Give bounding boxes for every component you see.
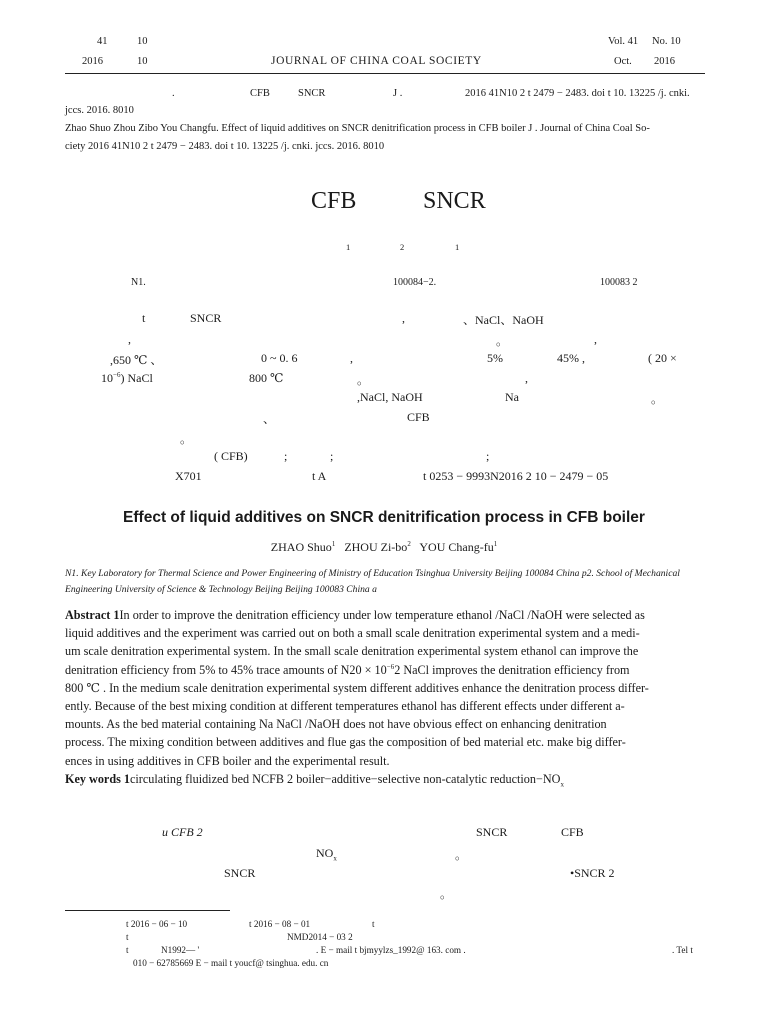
intro-frag: 。 (455, 848, 468, 862)
authors-en: ZHAO Shuo$^1$ ZHOU $Zi-bo^2$ YOU Chang-$fu^1$ (270, 540, 498, 554)
author-cn-sup-1: 1 (346, 242, 351, 252)
abstract-cn-frag: SNCR (190, 311, 222, 325)
classification-number: X701 (175, 469, 202, 483)
intro-frag: 。 (440, 887, 453, 901)
affiliation-line: Engineering University of Science & Technology Beijing Beijing 100083 China a (65, 584, 377, 595)
header-month-cn: 10 (137, 56, 148, 67)
affil-cn-n1: N1. (131, 277, 146, 288)
intro-frag: CFB (561, 825, 584, 839)
abstract-cn-frag: 。 (651, 392, 664, 406)
abstract-cn-frag: 。 (180, 432, 193, 446)
citation-cn-ref: 2016 41N10 2 t 2479 − 2483. doi t 10. 13225 /j. cnki. (465, 88, 690, 99)
abstract-cn-frag: ,NaCl, NaOH (357, 390, 423, 404)
keywords-label: Key words 1 (65, 771, 130, 786)
title-en: Effect of liquid additives on SNCR denitrification process in CFB boiler (123, 509, 645, 526)
title-cn-cfb: CFB (311, 188, 357, 214)
footnote-fund: NMD2014 − 03 2 (287, 932, 353, 942)
footnote-rule (65, 910, 230, 911)
author-cn-sup-2: 2 (400, 242, 405, 252)
abstract-cn-frag: Na (505, 390, 519, 404)
keywords-cn-frag: ; (486, 449, 490, 463)
footnote-frag: t (126, 932, 129, 942)
header-month-en: Oct. (614, 56, 632, 67)
abstract-cn-frag: ( 20 × (648, 351, 677, 365)
author-cn-sup-3: 1 (455, 242, 460, 252)
citation-cn-j: J . (393, 88, 403, 99)
abstract-cn-frag: , (594, 332, 597, 346)
intro-frag: •SNCR 2 (570, 866, 615, 880)
keywords-cn-frag: ; (284, 449, 288, 463)
abstract-cn-frag: 800 ℃ (249, 371, 284, 385)
affiliation-en (65, 566, 705, 598)
header-volume-en: Vol. 41 (608, 36, 639, 47)
footnote-frag: t (372, 919, 375, 929)
affil-cn-post2: 100083 2 (600, 277, 638, 288)
intro-frag: SNCR (224, 866, 256, 880)
abstract-label: Abstract 1 (65, 608, 120, 622)
footnote-frag: t (126, 945, 129, 955)
citation-cn-cfb: CFB (250, 88, 270, 99)
intro-frag: u CFB 2 (162, 825, 203, 839)
header-year-en: 2016 (654, 56, 675, 67)
author-name: YOU Chang-fu (419, 540, 494, 554)
footnote-received: t 2016 − 06 − 10 (126, 919, 188, 929)
citation-cn-dot: . (172, 88, 175, 99)
footnote-tel-label: . Tel t (672, 945, 693, 955)
citation-en-line2: ciety 2016 41N10 2 t 2479 − 2483. doi t 10. 13225 /j. cnki. jccs. 2016. 8010 (65, 141, 385, 152)
citation-en-line1: Zhao Shuo Zhou Zibo You Changfu. Effect of liquid additives on SNCR denitrification process in CFB boiler J . Journal of China Coal So- (65, 123, 650, 134)
footnote-contact: 010 − 62785669 E − mail t youcf@ tsinghua. edu. cn (133, 958, 329, 968)
keywords-cn-frag: ; (330, 449, 334, 463)
keywords-cn-frag: ( CFB) (214, 449, 248, 463)
intro-frag: $NO_x$ (316, 846, 337, 863)
title-cn-sncr: SNCR (423, 188, 486, 214)
affiliation-line: N1. Key Laboratory for Thermal Science and Power Engineering of Ministry of Education Tsinghua University Beijing 100084 China p2. School of Mechanical (65, 568, 680, 579)
footnote-author: N1992— ' (161, 945, 200, 955)
intro-frag: SNCR (476, 825, 508, 839)
abstract-cn-frag: ,650 ℃ 、 (110, 353, 163, 367)
header-issue-cn: 10 (137, 36, 148, 47)
abstract-cn-frag: 45% , (557, 351, 585, 365)
abstract-cn-frag: , (128, 332, 131, 346)
abstract-cn-frag: $10^{-6}$) NaCl (101, 371, 153, 385)
abstract-cn-frag: 、NaCl、NaOH (463, 313, 544, 327)
abstract-cn-frag: t (142, 311, 146, 325)
abstract-cn-frag: 5% (487, 351, 503, 365)
document-code: t A (312, 469, 327, 483)
author-name: ZHOU Zi-bo (344, 540, 408, 554)
abstract-cn-frag: CFB (407, 410, 430, 424)
abstract-cn-frag: 。 (496, 334, 509, 348)
author-name: ZHAO Shuo (270, 540, 332, 554)
abstract-cn-frag: , (350, 351, 353, 365)
abstract-cn-frag: , (525, 371, 528, 385)
header-rule (65, 73, 705, 74)
abstract-en: Abstract 1In order to improve the denitration efficiency under low temperature ethanol /NaCl /NaOH were selected as liquid additives and the experiment was carried out on both a small scale denitration experimental system and a medi- um scale denitration experimental system. In the small scale denitration experimental system ethanol can improve the denitration efficiency from 5% to 45% trace amounts of $N20 \times 10^{-6}2$ NaCl improves the denitration efficiency from 800 ℃ . In the medium scale denitration experimental system different additives enhance the denitration process differ- ently. Because of the best mixing condition at different temperatures ethanol has different effects under different a- mounts. As the bed material containing Na NaCl /NaOH does not have obvious effect on enhancing denitration process. The mixing condition between additives and flue gas the composition of bed material etc. make big differ- ences in using additives in CFB boiler and the experimental result. Key words 1circulating fluidized bed NCFB 2 boiler−additive−selective non-catalytic $reduction-NO_x$ (65, 606, 705, 788)
abstract-cn-frag: 、 (263, 412, 276, 426)
affil-cn-post1: 100084−2. (393, 277, 437, 288)
footnote-revised: t 2016 − 08 − 01 (249, 919, 311, 929)
article-id: t 0253 − 9993N2016 2 10 − 2479 − 05 (423, 469, 609, 483)
citation-cn-sncr: SNCR (298, 88, 326, 99)
journal-name: JOURNAL OF CHINA COAL SOCIETY (271, 55, 482, 67)
header-year-cn: 2016 (82, 56, 103, 67)
abstract-cn-frag: 0 ~ 0. 6 (261, 351, 298, 365)
abstract-cn-frag: , (402, 311, 405, 325)
citation-cn-line2: jccs. 2016. 8010 (65, 105, 134, 116)
header-volume-cn: 41 (97, 36, 108, 47)
abstract-cn-frag: 。 (357, 373, 370, 387)
keywords-en: Key words 1circulating fluidized bed NCFB 2 boiler−additive−selective non-catalytic $reduction-NO_x$ (65, 771, 564, 789)
header-issue-en: No. 10 (652, 36, 681, 47)
footnote-email-1: . E − mail t bjmyylzs_1992@ 163. com . (316, 945, 466, 955)
